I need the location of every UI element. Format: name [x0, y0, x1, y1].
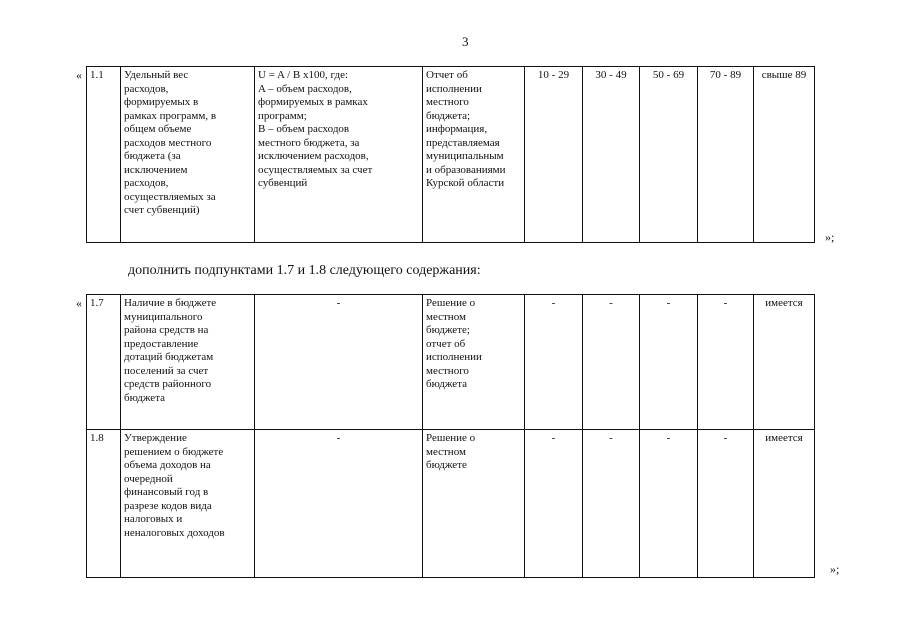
- grade-cell: имеется: [754, 430, 815, 578]
- grade-cell: -: [698, 295, 754, 430]
- grade-cell: -: [583, 430, 640, 578]
- indicator-cell: Наличие в бюджете муниципального района средств на предоставление дотаций бюджетам поселений за счет средств районного бюджета: [121, 295, 255, 430]
- table-row: [87, 67, 815, 243]
- table-row: [87, 430, 815, 578]
- grade-cell: 30 - 49: [583, 67, 640, 243]
- grade-cell: 50 - 69: [640, 67, 698, 243]
- grade-cell: 10 - 29: [525, 67, 583, 243]
- page-number: 3: [462, 34, 469, 49]
- formula-cell: U = A / B x100, где: A – объем расходов, формируемых в рамках программ; B – объем расходов местного бюджета, за исключением расходов, осуществляемых за счет субвенций: [255, 67, 423, 243]
- indicator-table-2: [86, 294, 815, 578]
- open-quote: «: [76, 68, 82, 82]
- row-number: 1.7: [87, 295, 121, 430]
- open-quote: «: [76, 296, 82, 310]
- grade-cell: имеется: [754, 295, 815, 430]
- grade-cell: -: [525, 295, 583, 430]
- source-cell: Отчет об исполнении местного бюджета; информация, представляемая муниципальным и образованиями Курской области: [423, 67, 525, 243]
- indicator-table-1: [86, 66, 815, 243]
- indicator-cell: Удельный вес расходов, формируемых в рамках программ, в общем объеме расходов местного бюджета (за исключением расходов, осуществляемых за счет субвенций): [121, 67, 255, 243]
- row-number: 1.1: [87, 67, 121, 243]
- row-number: 1.8: [87, 430, 121, 578]
- close-quote: »;: [830, 562, 840, 576]
- formula-cell: -: [255, 295, 423, 430]
- indicator-cell: Утверждение решением о бюджете объема доходов на очередной финансовый год в разрезе кодов вида налоговых и неналоговых доходов: [121, 430, 255, 578]
- grade-cell: -: [525, 430, 583, 578]
- grade-cell: 70 - 89: [698, 67, 754, 243]
- amendment-sentence: дополнить подпунктами 1.7 и 1.8 следующего содержания:: [128, 263, 481, 278]
- grade-cell: -: [640, 295, 698, 430]
- grade-cell: -: [583, 295, 640, 430]
- grade-cell: -: [640, 430, 698, 578]
- table-row: [87, 295, 815, 430]
- grade-cell: свыше 89: [754, 67, 815, 243]
- source-cell: Решение о местном бюджете; отчет об исполнении местного бюджета: [423, 295, 525, 430]
- grade-cell: -: [698, 430, 754, 578]
- source-cell: Решение о местном бюджете: [423, 430, 525, 578]
- close-quote: »;: [825, 230, 835, 244]
- formula-cell: -: [255, 430, 423, 578]
